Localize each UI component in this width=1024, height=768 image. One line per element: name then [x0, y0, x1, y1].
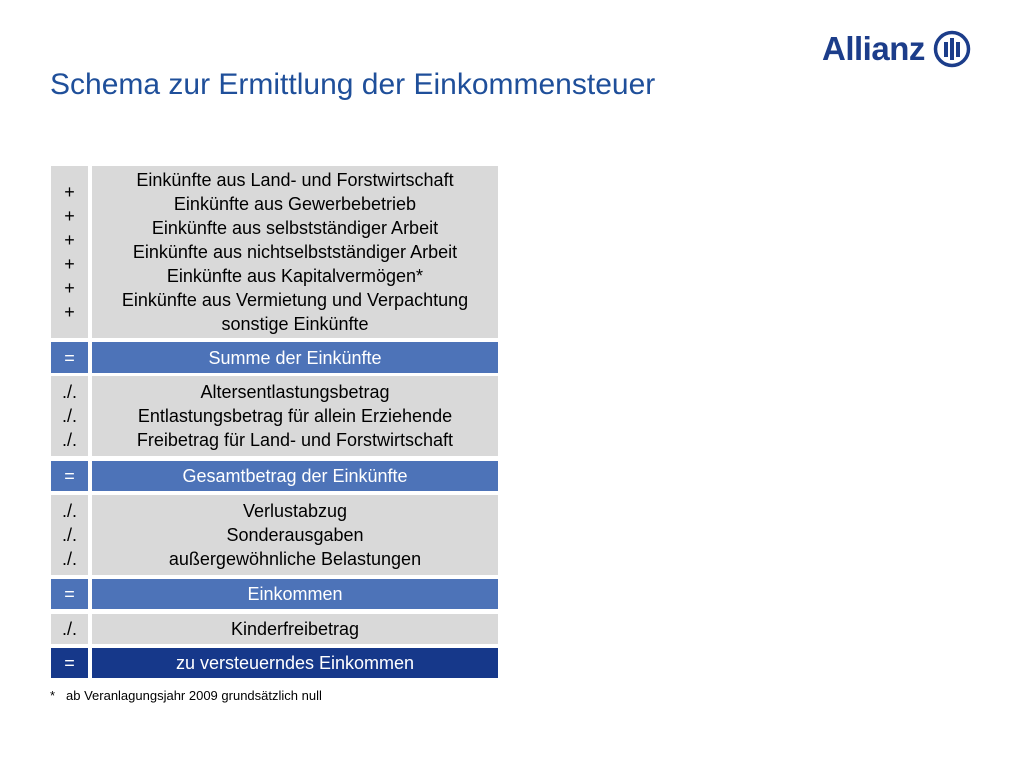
schema-line: Gesamtbetrag der Einkünfte — [182, 466, 408, 486]
operator-symbol: = — [64, 347, 75, 368]
footnote — [50, 688, 322, 703]
schema-line: Einkünfte aus Gewerbebetrieb — [173, 194, 417, 214]
schema-line: Einkünfte aus selbstständiger Arbeit — [151, 218, 439, 238]
schema-row-5-operator — [51, 495, 88, 575]
logo-text: Allianz — [822, 30, 925, 67]
schema-line: Einkommen — [247, 584, 343, 604]
schema-line: Einkünfte aus Vermietung und Verpachtung — [121, 290, 469, 310]
schema-row-3-operator — [51, 376, 88, 456]
operator-symbol: = — [64, 653, 75, 673]
schema-line: Kinderfreibetrag — [230, 619, 360, 639]
operator-symbol: ./. — [61, 430, 77, 450]
schema-line: Freibetrag für Land- und Forstwirtschaft — [136, 430, 454, 450]
schema-row-8-text — [92, 648, 498, 678]
schema-row-6-text — [92, 579, 498, 609]
schema-row-5-text — [92, 495, 498, 575]
schema-row-6-operator — [51, 579, 88, 609]
operator-symbol: + — [64, 254, 75, 274]
operator-symbol: ./. — [61, 501, 77, 521]
footnote-marker: * — [50, 688, 56, 703]
operator-symbol: = — [64, 584, 75, 604]
allianz-logo — [822, 28, 971, 70]
operator-symbol: + — [64, 278, 75, 298]
schema-row-1-text — [92, 166, 498, 338]
schema-line: Einkünfte aus Land- und Forstwirtschaft — [136, 170, 454, 190]
schema-line: Einkünfte aus nichtselbstständiger Arbeit — [132, 242, 458, 262]
page-title: Schema zur Ermittlung der Einkommensteuer — [50, 68, 656, 101]
schema-row-3-text — [92, 376, 498, 456]
schema-row-2-operator — [51, 342, 88, 373]
schema-row-7-text — [92, 614, 498, 644]
operator-symbol: ./. — [61, 382, 77, 402]
operator-symbol: ./. — [61, 619, 77, 639]
schema-line: Summe der Einkünfte — [208, 347, 382, 368]
schema-row-4-operator — [51, 461, 88, 491]
schema-line: sonstige Einkünfte — [221, 314, 369, 334]
schema-line: zu versteuerndes Einkommen — [175, 653, 415, 673]
footnote-text: ab Veranlagungsjahr 2009 grundsätzlich null — [66, 688, 322, 703]
schema-line: Entlastungsbetrag für allein Erziehende — [137, 406, 453, 426]
operator-symbol: + — [64, 206, 75, 226]
schema-line: Altersentlastungsbetrag — [200, 382, 390, 402]
operator-symbol: ./. — [61, 549, 77, 569]
operator-symbol: ./. — [61, 525, 77, 545]
schema-row-1-operator — [51, 166, 88, 338]
operator-symbol: + — [64, 302, 75, 322]
schema-line: außergewöhnliche Belastungen — [168, 549, 422, 569]
operator-symbol: + — [64, 230, 75, 250]
operator-symbol: ./. — [61, 406, 77, 426]
schema-line: Verlustabzug — [242, 501, 348, 521]
schema-row-7-operator — [51, 614, 88, 644]
schema-row-8-operator — [51, 648, 88, 678]
operator-symbol: + — [64, 182, 75, 202]
schema-row-4-text — [92, 461, 498, 491]
schema-line: Sonderausgaben — [226, 525, 364, 545]
schema-line: Einkünfte aus Kapitalvermögen* — [166, 266, 424, 286]
allianz-logo-icon — [933, 30, 971, 68]
operator-symbol: = — [64, 466, 75, 486]
schema-row-2-text — [92, 342, 498, 373]
